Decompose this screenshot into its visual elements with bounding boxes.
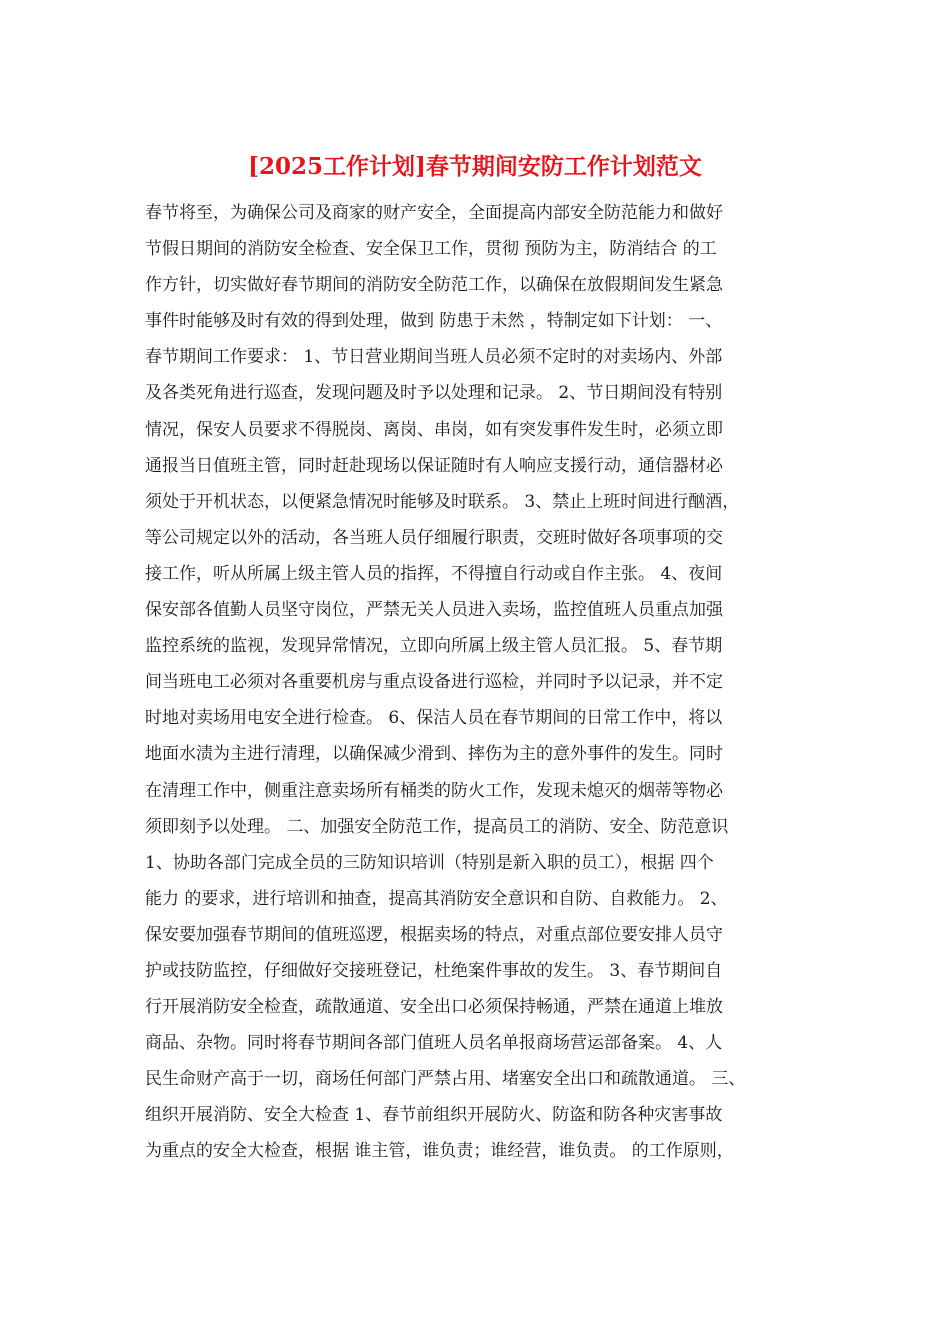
body-line-18: 须即刻予以处理。 二、加强安全防范工作，提高员工的消防、安全、防范意识 bbox=[145, 816, 729, 837]
body-line-10: 等公司规定以外的活动，各当班人员仔细履行职责，交班时做好各项事项的交 bbox=[145, 527, 723, 548]
body-line-17: 在清理工作中，侧重注意卖场所有桶类的防火工作，发现未熄灭的烟蒂等物必 bbox=[145, 780, 723, 801]
body-line-12: 保安部各值勤人员坚守岗位，严禁无关人员进入卖场，监控值班人员重点加强 bbox=[145, 600, 723, 621]
body-line-26: 组织开展消防、安全大检查 1、春节前组织开展防火、防盗和防各种灾害事故 bbox=[145, 1105, 723, 1126]
body-line-13: 监控系统的监视，发现异常情况，立即向所属上级主管人员汇报。 5、春节期 bbox=[145, 636, 723, 657]
body-line-11: 接工作，听从所属上级主管人员的指挥，不得擅自行动或自作主张。 4、夜间 bbox=[145, 563, 723, 584]
body-line-8: 通报当日值班主管，同时赶赴现场以保证随时有人响应支援行动，通信器材必 bbox=[145, 455, 723, 476]
document-title: [2025工作计划]春节期间安防工作计划范文 bbox=[248, 153, 702, 180]
body-line-4: 事件时能够及时有效的得到处理，做到 防患于未然 ，特制定如下计划： 一、 bbox=[145, 311, 723, 332]
body-line-2: 节假日期间的消防安全检查、安全保卫工作，贯彻 预防为主，防消结合 的工 bbox=[145, 239, 717, 260]
body-line-27: 为重点的安全大检查，根据 谁主管，谁负责；谁经营，谁负责。 的工作原则， bbox=[145, 1141, 734, 1162]
body-line-20: 能力 的要求，进行培训和抽查，提高其消防安全意识和自防、自救能力。 2、 bbox=[145, 888, 728, 909]
body-line-1: 春节将至，为确保公司及商家的财产安全，全面提高内部安全防范能力和做好 bbox=[145, 203, 723, 223]
body-line-19: 1、协助各部门完成全员的三防知识培训（特别是新入职的员工），根据 四个 bbox=[145, 852, 714, 873]
body-line-21: 保安要加强春节期间的值班巡逻，根据卖场的特点，对重点部位要安排人员守 bbox=[145, 924, 723, 945]
body-line-22: 护或技防监控，仔细做好交接班登记，杜绝案件事故的发生。 3、春节期间自 bbox=[145, 960, 723, 981]
body-line-5: 春节期间工作要求： 1、节日营业期间当班人员必须不定时的对卖场内、外部 bbox=[145, 347, 723, 368]
body-line-9: 须处于开机状态，以便紧急情况时能够及时联系。 3、禁止上班时间进行酗酒， bbox=[145, 491, 740, 512]
body-line-15: 时地对卖场用电安全进行检查。 6、保洁人员在春节期间的日常工作中，将以 bbox=[145, 708, 723, 729]
body-line-3: 作方针，切实做好春节期间的消防安全防范工作，以确保在放假期间发生紧急 bbox=[145, 275, 723, 296]
body-line-7: 情况，保安人员要求不得脱岗、离岗、串岗，如有突发事件发生时，必须立即 bbox=[145, 419, 723, 440]
body-line-25: 民生命财产高于一切，商场任何部门严禁占用、堵塞安全出口和疏散通道。 三、 bbox=[145, 1069, 746, 1090]
body-line-23: 行开展消防安全检查，疏散通道、安全出口必须保持畅通，严禁在通道上堆放 bbox=[145, 997, 723, 1018]
body-line-14: 间当班电工必须对各重要机房与重点设备进行巡检，并同时予以记录，并不定 bbox=[145, 672, 723, 693]
document-body bbox=[145, 195, 805, 1170]
body-line-16: 地面水渍为主进行清理，以确保减少滑到、摔伤为主的意外事件的发生。同时 bbox=[145, 744, 723, 765]
body-line-24: 商品、杂物。同时将春节期间各部门值班人员名单报商场营运部备案。 4、人 bbox=[145, 1033, 723, 1054]
body-line-6: 及各类死角进行巡查，发现问题及时予以处理和记录。 2、节日期间没有特别 bbox=[145, 383, 723, 404]
